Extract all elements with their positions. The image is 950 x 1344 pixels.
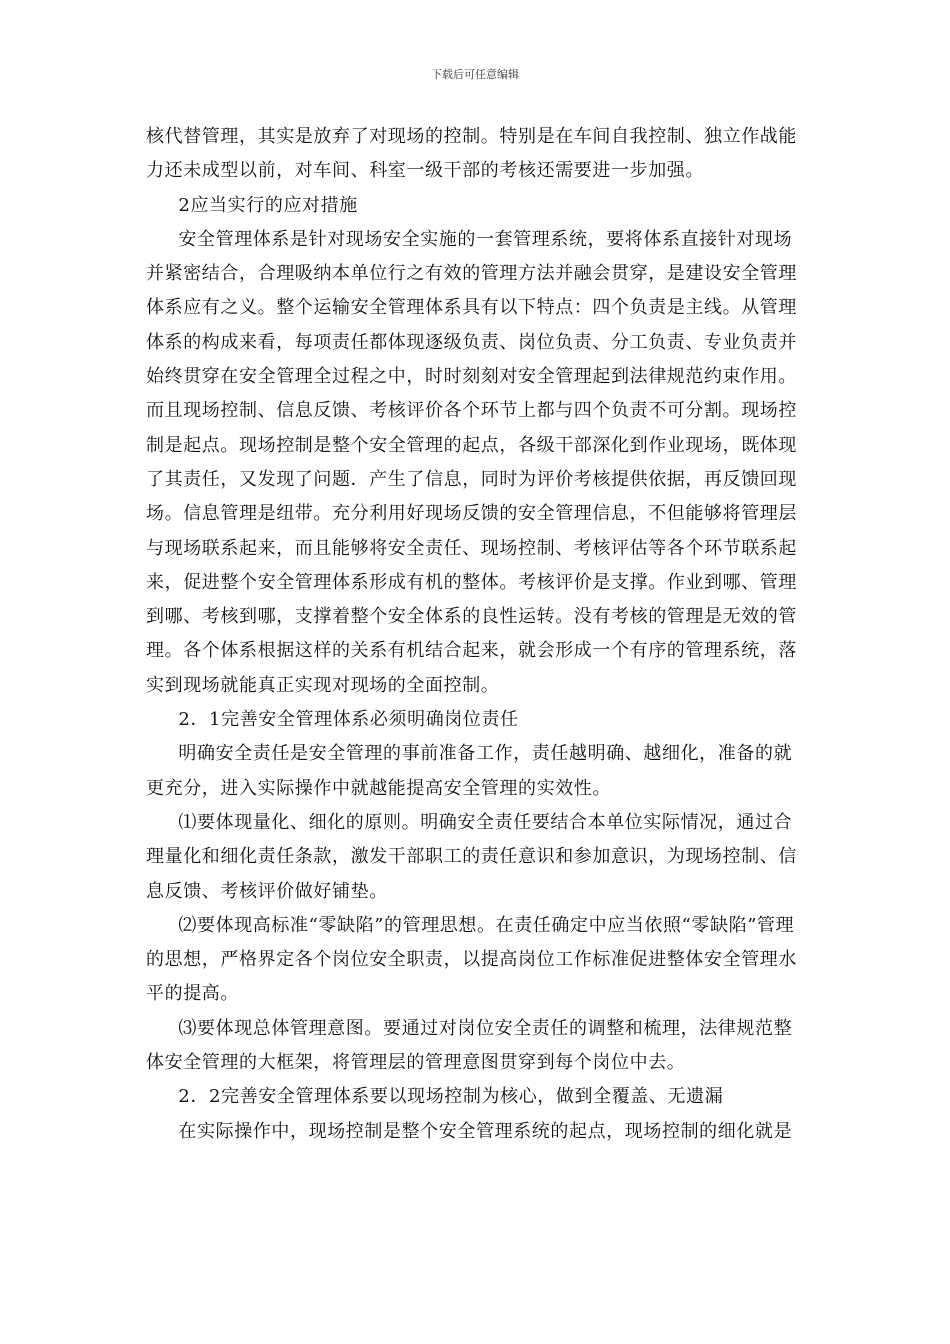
- list-item-1: ⑴要体现量化、细化的原则。明确安全责任要结合本单位实际情况，通过合理量化和细化责任条款，激发干部职工的责任意识和参加意识，为现场控制、信息反馈、考核评价做好铺垫。: [146, 811, 797, 902]
- page-header: 下载后可任意编辑: [431, 68, 519, 81]
- list-item-2: ⑵要体现高标准“零缺陷”的管理思想。在责任确定中应当依照“零缺陷”管理的思想，严格界定各个岗位安全职责，以提高岗位工作标准促进整体安全管理水平的提高。: [146, 914, 797, 1005]
- paragraph-system-overview: 安全管理体系是针对现场安全实施的一套管理系统，要将体系直接针对现场并紧密结合，合理吸纳本单位行之有效的管理方法并融会贯穿，是建设安全管理体系应有之义。整个运输安全管理体系具有以下特点：四个负责是主线。从管理体系的构成来看，每项责任都体现逐级负责、岗位负责、分工负责、专业负责并始终贯穿在安全管理全过程之中，时时刻刻对安全管理起到法律规范约束作用。而且现场控制、信息反馈、考核评价各个环节上都与四个负责不可分割。现场控制是起点。现场控制是整个安全管理的起点，各级干部深化到作业现场，既体现了其责任，又发现了问题．产生了信息，同时为评价考核提供依据，再反馈回现场。信息管理是纽带。充分利用好现场反馈的安全管理信息，不但能够将管理层与现场联系起来，而且能够将安全责任、现场控制、考核评估等各个环节联系起来，促进整个安全管理体系形成有机的整体。考核评价是支撑。作业到哪、管理到哪、考核到哪，支撑着整个安全体系的良性运转。没有考核的管理是无效的管理。各个体系根据这样的关系有机结合起来，就会形成一个有序的管理系统，落实到现场就能真正实现对现场的全面控制。: [146, 228, 797, 696]
- section-heading-2: 2应当实行的应对措施: [178, 194, 358, 216]
- section-heading-2-2: 2．2完善安全管理体系要以现场控制为核心，做到全覆盖、无遗漏: [178, 1086, 724, 1108]
- paragraph-continuation: 核代替管理，其实是放弃了对现场的控制。特别是在车间自我控制、独立作战能力还未成型以前，对车间、科室一级干部的考核还需要进一步加强。: [146, 126, 797, 182]
- paragraph-clarify-responsibility: 明确安全责任是安全管理的事前准备工作，责任越明确、越细化，准备的就更充分，进入实际操作中就越能提高安全管理的实效性。: [146, 743, 793, 799]
- section-heading-2-1: 2．1完善安全管理体系必须明确岗位责任: [178, 709, 519, 731]
- document-body: [146, 120, 810, 1149]
- paragraph-field-control: 在实际操作中，现场控制是整个安全管理系统的起点，现场控制的细化就是: [178, 1120, 793, 1142]
- list-item-3: ⑶要体现总体管理意图。要通过对岗位安全责任的调整和梳理，法律规范整体安全管理的大框架，将管理层的管理意图贯穿到每个岗位中去。: [146, 1017, 793, 1074]
